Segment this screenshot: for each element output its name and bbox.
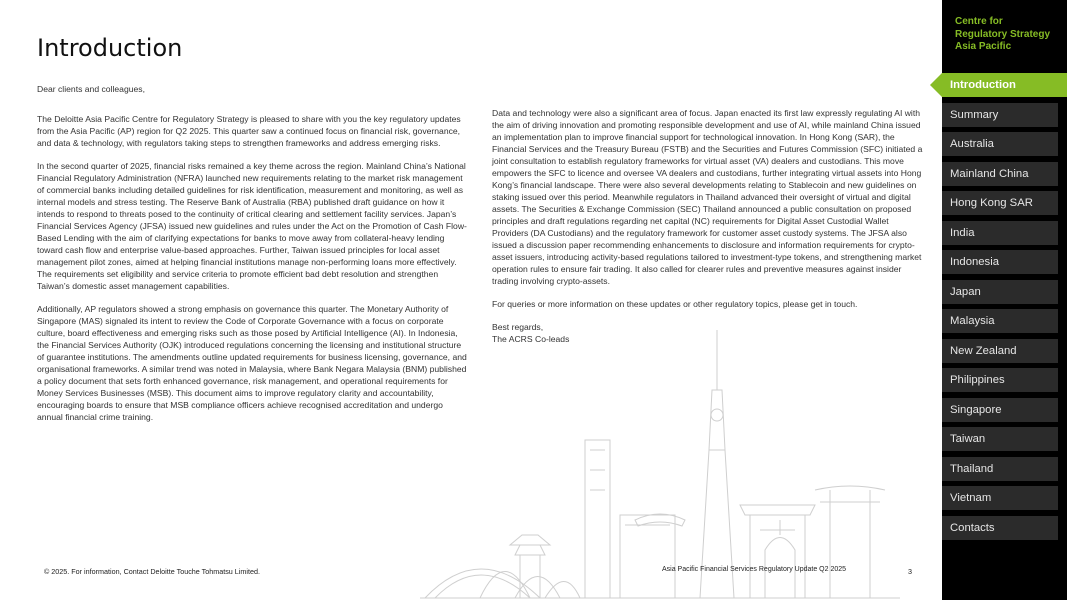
sidebar [942,0,1067,600]
right-column [492,107,924,356]
sidebar-item-taiwan[interactable]: Taiwan [942,427,1058,451]
sidebar-item-australia[interactable]: Australia [942,132,1058,156]
paragraph: Additionally, AP regulators showed a strong emphasis on governance this quarter. The Monetary Authority of Singapore (MAS) signaled its intent to review the Code of Corporate Governance with a focus on corporate culture, board effectiveness and emerging risks such as those posed by Artificial Intelligence (AI). In Indonesia, the Financial Services Authority (OJK) introduced regulations concerning the licensing and institutional structure of guarantee institutions. The amendments outline updated requirements for business licensing, governance, and organisational frameworks. A similar trend was noted in Malaysia, where Bank Negara Malaysia (BNM) published a policy document that sets forth enhanced governance, risk management, and operational requirements for Money Services Businesses (MSB). This document aims to improve regulatory clarity and accountability, encouraging boards to ensure that MSB compliance officers achieve recognised accreditation and undergo annual financial crime training. [37,304,467,422]
paragraph: In the second quarter of 2025, financial risks remained a key theme across the region. Mainland China’s National Financial Regulatory Administration (NFRA) launched new requirements relating to the market risk management of commercial banks including detailed guidelines for risk identification, measurement and monitoring, as well as internal models and stress testing. The Reserve Bank of Australia (RBA) published draft guidance on how it intends to respond to threats posed to the continuity of critical clearing and settlement facility services. Japan’s Financial Services Agency (JFSA) issued new guidelines and rules under the Act on the Promotion of Cash Flow-Based Lending with the aim of clarifying expectations for banks to move away from collateral-heavy lending toward cash flow and enterprise value-based approaches. Further, Taiwan issued principles for local asset management pilot zones, aimed at helping financial institutions manage non-performing loans more effectively. The requirements set eligibility and service criteria to promote efficient bad debt resolution and strengthen Taiwan’s domestic asset management capabilities. [37,161,467,291]
left-column [37,113,469,434]
sidebar-item-thailand[interactable]: Thailand [942,457,1058,481]
paragraph: Data and technology were also a significant area of focus. Japan enacted its first law expressly regulating AI with the aim of driving innovation and promoting responsible development and use of AI, while mainland China issued an implementation plan to improve financial support for technological innovation. In Hong Kong (SAR), the Financial Services and the Treasury Bureau (FSTB) and the Securities and Futures Commission (SFC) initiated a joint consultation to establish regulatory frameworks for virtual asset (VA) dealers and custodians. This move empowers the SFC to licence and oversee VA dealers and custodians, further integrating virtual assets into Hong Kong’s financial landscape. There were also several developments relating to Stablecoin and new guidelines on staking issued over this period. Meanwhile regulators in Thailand advanced their oversight of virtual and digital assets. The Securities & Exchange Commission (SEC) Thailand announced a public consultation on proposed principles and draft regulations regarding net capital (NC) requirements for Digital Asset Custodial Wallet Providers (DA Custodians) and the regulatory framework for customer asset custody systems. The JFSA also issued a discussion paper recommending enhancements to disclosure and information requirements for crypto-asset issuers, introducing activity-based regulations tailored to investment-type tokens, and strengthening market operation rules to ensure fair trading. It also called for clearer rules and preventive measures against insider trading involving crypto-assets. [492,108,923,286]
publication-title: Asia Pacific Financial Services Regulatory Update Q2 2025 [662,566,847,573]
sidebar-item-hong-kong-sar[interactable]: Hong Kong SAR [942,191,1058,215]
sidebar-item-summary[interactable]: Summary [942,103,1058,127]
sidebar-item-malaysia[interactable]: Malaysia [942,309,1058,333]
skyline-illustration [420,330,900,600]
page-number: 3 [908,567,912,576]
copyright-text: © 2025. For information, Contact Deloitte Touche Tohmatsu Limited. [44,567,260,576]
greeting: Dear clients and colleagues, [37,84,145,94]
signature: The ACRS Co-leads [492,334,570,344]
sidebar-item-philippines[interactable]: Philippines [942,368,1058,392]
sidebar-item-new-zealand[interactable]: New Zealand [942,339,1058,363]
sidebar-item-singapore[interactable]: Singapore [942,398,1058,422]
paragraph: For queries or more information on these updates or other regulatory topics, please get in touch. [492,299,858,309]
sidebar-nav [942,73,1067,545]
sidebar-item-indonesia[interactable]: Indonesia [942,250,1058,274]
brand-title: Centre for Regulatory Strategy Asia Pacific [955,16,1051,52]
sidebar-item-introduction[interactable]: Introduction [942,73,1067,97]
paragraph: The Deloitte Asia Pacific Centre for Regulatory Strategy is pleased to share with you the key regulatory updates from the Asia Pacific (AP) region for Q2 2025. This quarter saw a continued focus on financial risk, governance, and data & technology, with regulators taking steps to strengthen frameworks and address emerging risks. [37,114,461,148]
page-title: Introduction [37,34,183,62]
signoff: Best regards, [492,322,544,332]
sidebar-item-vietnam[interactable]: Vietnam [942,486,1058,510]
sidebar-item-contacts[interactable]: Contacts [942,516,1058,540]
sidebar-item-india[interactable]: India [942,221,1058,245]
sidebar-item-mainland-china[interactable]: Mainland China [942,162,1058,186]
sidebar-item-japan[interactable]: Japan [942,280,1058,304]
